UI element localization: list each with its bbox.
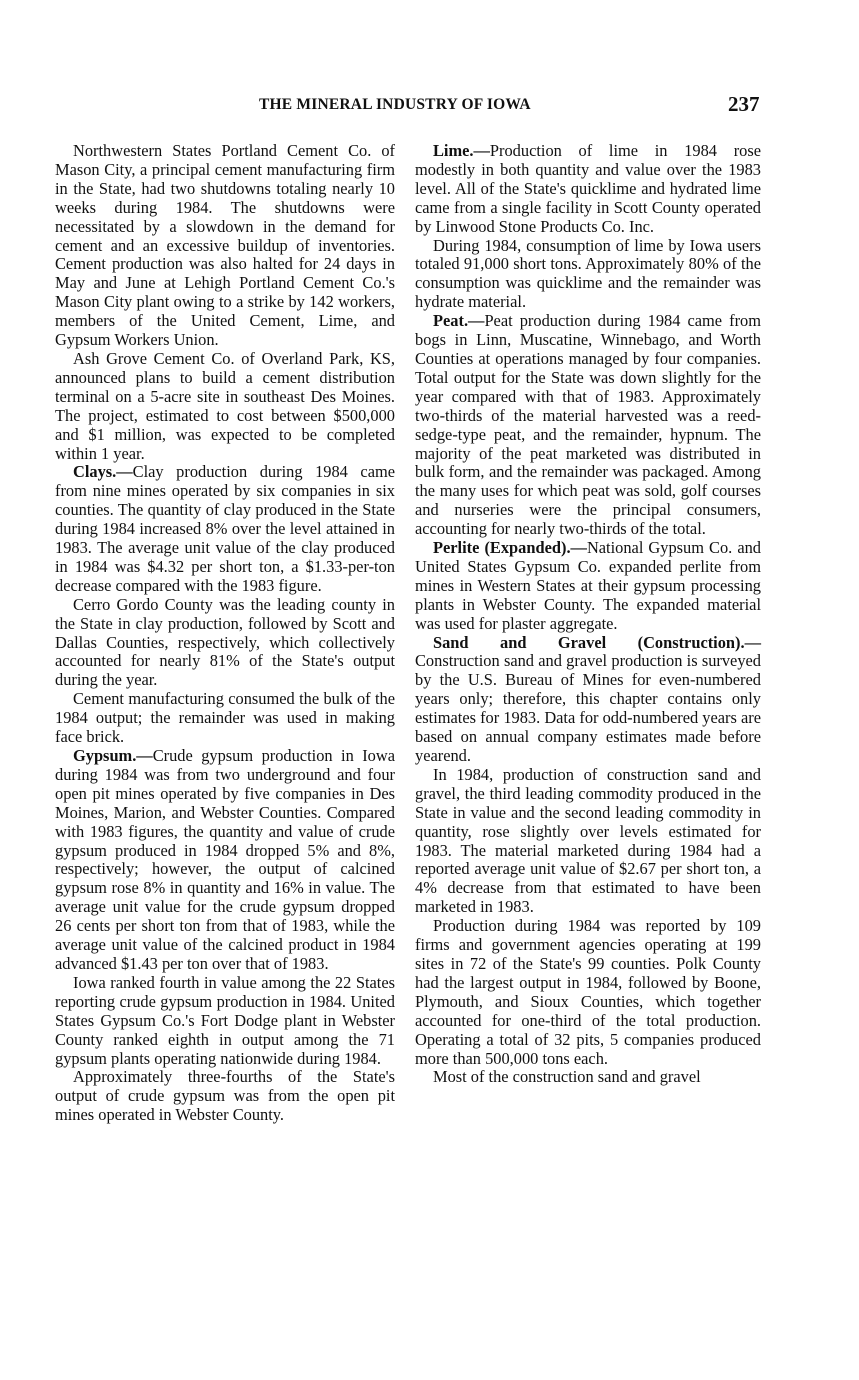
paragraph-text: Cement manufacturing consumed the bulk of the 1984 output; the remainder was used in making face brick. [55,689,395,747]
running-title: THE MINERAL INDUSTRY OF IOWA [259,96,531,113]
paragraph [55,350,395,463]
paragraph [415,312,761,539]
paragraph [55,463,395,595]
paragraph [415,539,761,634]
paragraph [55,690,395,747]
section-heading-lime: Lime.— [433,141,490,160]
paragraph-text: Most of the construction sand and gravel [433,1067,701,1087]
paragraph-text: National Gypsum Co. and United States Gypsum Co. expanded perlite from mines in Western States at their gypsum processing plants in Webster County. The expanded material was used for plaster aggregate. [415,538,761,633]
paragraph-text: During 1984, consumption of lime by Iowa users totaled 91,000 short tons. Approximately 80% of the consumption was quicklime and the remainder was hydrate material. [415,235,761,312]
paragraph [55,974,395,1069]
paragraph [55,1068,395,1125]
paragraph [415,634,761,766]
paragraph-text: Crude gypsum production in Iowa during 1984 was from two underground and four open pit mines operated by five companies in Des Moines, Marion, and Webster Counties. Compared with 1983 figures, the quantity and value of crude gypsum produced in 1984 dropped 5% and 8%, respectively; however, the output of calcined gypsum rose 8% in quantity and 16% in value. The average unit value for the crude gypsum dropped 26 cents per short ton from that of 1983, while the average unit value of the calcined product in 1984 advanced $1.43 per ton over that of 1983. [55,746,395,973]
paragraph-text: Ash Grove Cement Co. of Overland Park, KS, announced plans to build a cement distribution terminal on a 5-acre site in southeast Des Moines. The project, estimated to cost between $500,000 and $1 million, was expected to be completed within 1 year. [55,348,395,463]
section-heading-sand-gravel: Sand and Gravel (Construction).— [433,632,761,652]
paragraph [55,596,395,691]
section-heading-gypsum: Gypsum.— [73,746,153,765]
paragraph [415,1068,761,1087]
left-column [55,142,395,1125]
paragraph [415,142,761,237]
section-heading-peat: Peat.— [433,311,485,331]
page-number: 237 [728,92,760,116]
paragraph-text: Production of lime in 1984 rose modestly in both quantity and value over the 1983 level. All of the State's quicklime and hydrated lime came from a single facility in Scott County operated by Linwood Stone Products Co. Inc. [415,141,761,236]
paragraph [55,747,395,974]
paragraph-text: Production during 1984 was reported by 109 firms and government agencies operating at 199 sites in 72 of the State's 99 counties. Polk County had the largest output in 1984, followed by Boone, Plymouth, and Sioux Counties, which together accounted for one-third of the total production. Operating a total of 32 pits, 5 companies produced more than 500,000 tons each. [415,916,761,1068]
paragraph-text: Northwestern States Portland Cement Co. of Mason City, a principal cement manufacturing firm in the State, had two shutdowns totaling nearly 10 weeks during 1984. The shutdowns were necessitated by a slowdown in the demand for cement and an excessive buildup of inventories. Cement production was also halted for 24 days in May and June at Lehigh Portland Cement Co.'s Mason City plant owing to a strike by 142 workers, members of the United Cement, Lime, and Gypsum Workers Union. [55,141,395,350]
paragraph [415,917,761,1068]
paragraph-text: Cerro Gordo County was the leading county in the State in clay production, followed by Scott and Dallas Counties, respectively, which collectively accounted for nearly 81% of the State's output during the year. [55,594,395,690]
paragraph-text: Peat production during 1984 came from bogs in Linn, Muscatine, Winnebago, and Worth Counties at operations managed by four companies. Total output for the State was down slightly for the year compared with that of 1983. Approximately two-thirds of the material harvested was a reed-sedge-type peat, and the remainder, hypnum. The majority of the peat marketed was distributed in bulk form, and the remainder was packaged. Among the many uses for which peat was sold, golf courses and nurseries were the principal consumers, accounting for nearly two-thirds of the total. [415,311,761,539]
page-header [0,94,859,118]
paragraph-text: Clay production during 1984 came from nine mines operated by six companies in six counties. The quantity of clay produced in the State during 1984 increased 8% over the level attained in 1983. The average unit value of the clay produced in 1984 was $4.32 per short ton, a $1.33-per-ton decrease compared with the 1983 figure. [55,462,395,595]
paragraph [415,766,761,917]
paragraph-text: Construction sand and gravel production is surveyed by the U.S. Bureau of Mines for even-numbered years only; therefore, this chapter contains only estimates for 1983. Data for odd-numbered years are based on annual company estimates made before yearend. [415,651,761,765]
paragraph-text: In 1984, production of construction sand and gravel, the third leading commodity produced in the State in value and the second leading commodity in quantity, rose slightly over levels estimated for 1983. The material marketed during 1984 had a reported average unit value of $2.67 per short ton, a 4% decrease from that estimated to have been marketed in 1983. [415,764,761,917]
paragraph-text: Iowa ranked fourth in value among the 22 States reporting crude gypsum production in 1984. United States Gypsum Co.'s Fort Dodge plant in Webster County ranked eighth in output among the 71 gypsum plants operating nationwide during 1984. [55,972,395,1068]
paragraph-text: Approximately three-fourths of the State's output of crude gypsum was from the open pit mines operated in Webster County. [55,1067,395,1125]
paragraph [55,142,395,350]
paragraph [415,237,761,313]
right-column [415,142,761,1087]
section-heading-clays: Clays.— [73,462,133,482]
section-heading-perlite: Perlite (Expanded).— [433,538,587,558]
